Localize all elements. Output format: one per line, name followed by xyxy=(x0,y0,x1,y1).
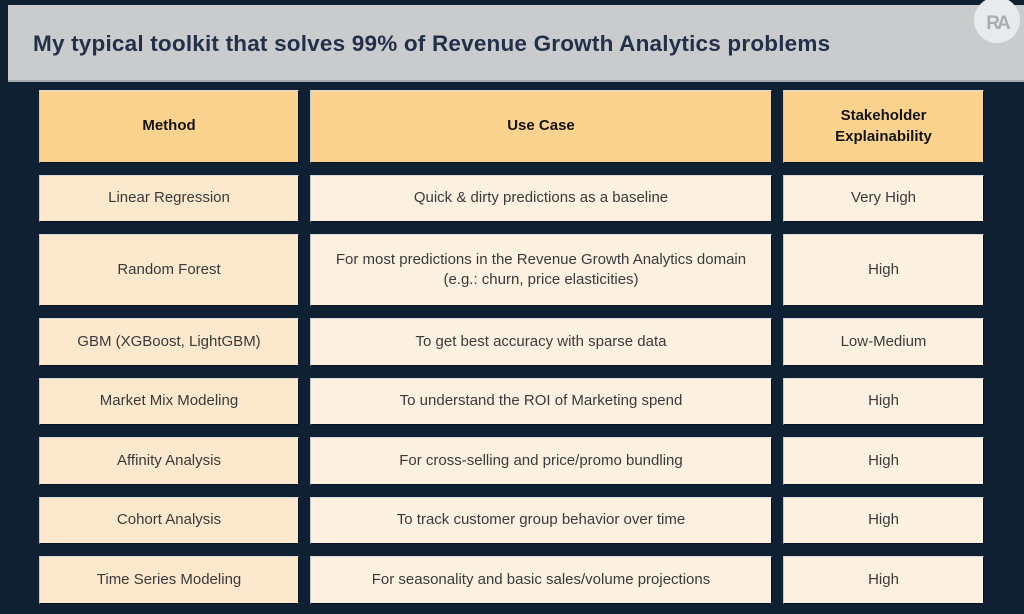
method-cell: Random Forest xyxy=(39,234,299,306)
explainability-cell: High xyxy=(783,497,984,544)
ra-logo-text: RA xyxy=(986,13,1008,34)
use-case-cell: For most predictions in the Revenue Growth Analytics domain (e.g.: churn, price elasticities) xyxy=(310,234,772,306)
method-cell: GBM (XGBoost, LightGBM) xyxy=(39,318,299,366)
method-cell: Cohort Analysis xyxy=(39,497,299,544)
use-case-cell: To get best accuracy with sparse data xyxy=(310,318,772,366)
explainability-cell: High xyxy=(783,234,984,306)
method-cell: Market Mix Modeling xyxy=(39,378,299,425)
explainability-cell: Low-Medium xyxy=(783,318,984,366)
page-title: My typical toolkit that solves 99% of Revenue Growth Analytics problems xyxy=(33,30,831,56)
toolkit-table xyxy=(39,90,984,604)
method-cell: Time Series Modeling xyxy=(39,556,299,604)
explainability-cell: High xyxy=(783,378,984,425)
ra-logo-icon xyxy=(974,0,1020,43)
column-header-explainability: Stakeholder Explainability xyxy=(783,90,984,163)
use-case-cell: To understand the ROI of Marketing spend xyxy=(310,378,772,425)
title-banner xyxy=(8,5,1024,82)
column-header-method: Method xyxy=(39,90,299,163)
use-case-cell: Quick & dirty predictions as a baseline xyxy=(310,175,772,222)
method-cell: Linear Regression xyxy=(39,175,299,222)
column-header-use-case: Use Case xyxy=(310,90,772,163)
use-case-cell: For cross-selling and price/promo bundling xyxy=(310,437,772,485)
method-cell: Affinity Analysis xyxy=(39,437,299,485)
explainability-cell: High xyxy=(783,556,984,604)
use-case-cell: To track customer group behavior over time xyxy=(310,497,772,544)
explainability-cell: High xyxy=(783,437,984,485)
use-case-cell: For seasonality and basic sales/volume projections xyxy=(310,556,772,604)
explainability-cell: Very High xyxy=(783,175,984,222)
